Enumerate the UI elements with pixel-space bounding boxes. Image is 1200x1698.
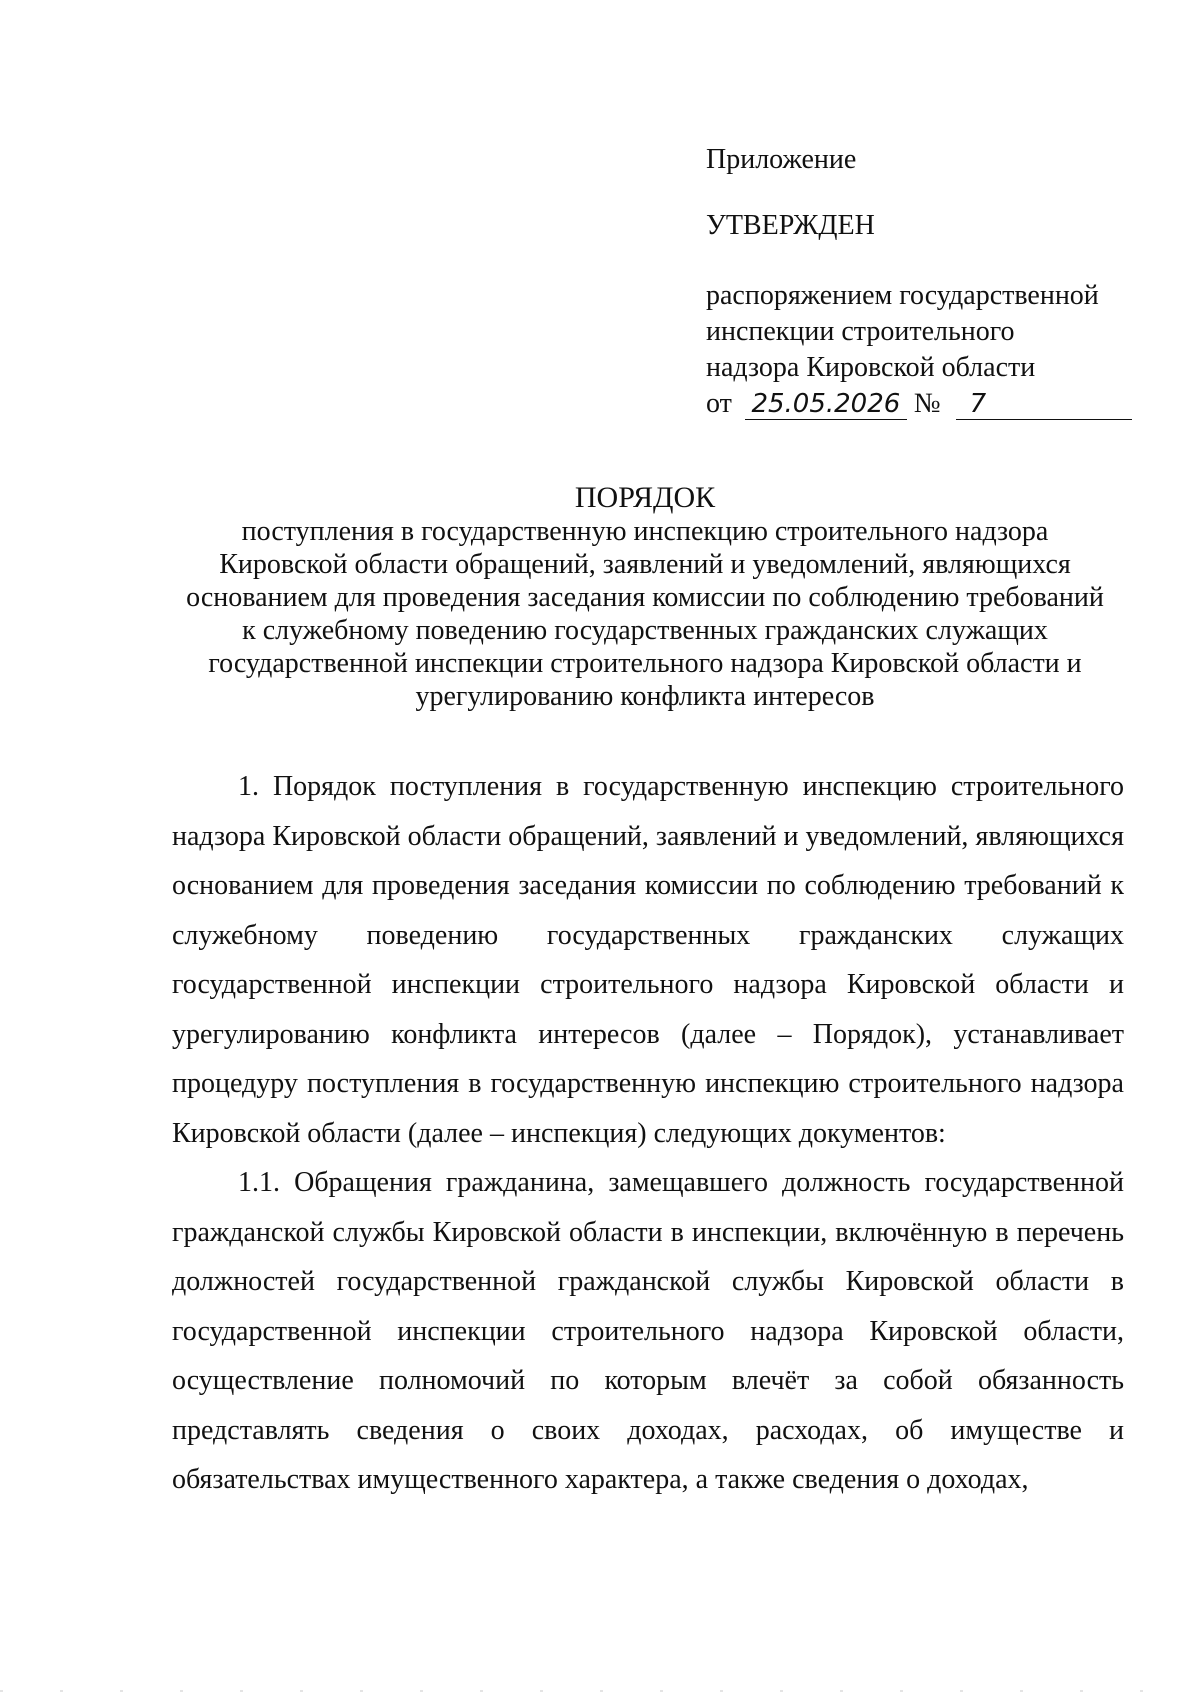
- order-line: инспекции строительного: [706, 316, 1015, 347]
- handwritten-date: 25.05.2026: [745, 389, 907, 420]
- document-title: [150, 481, 1140, 713]
- title-heading: ПОРЯДОК: [574, 481, 716, 514]
- order-reference: [706, 278, 1126, 422]
- order-line: надзора Кировской области: [706, 352, 1036, 383]
- title-line: основанием для проведения заседания комиссии по соблюдению требований: [186, 582, 1104, 613]
- number-prefix: №: [913, 388, 941, 419]
- title-line: поступления в государственную инспекцию строительного надзора: [241, 516, 1049, 547]
- order-line: распоряжением государственной: [706, 280, 1099, 311]
- document-body: [172, 762, 1124, 1505]
- title-line: государственной инспекции строительного надзора Кировской области и: [208, 648, 1082, 679]
- approved-label: УТВЕРЖДЕН: [706, 210, 875, 241]
- date-prefix: от: [706, 388, 732, 419]
- date-number-line: [706, 386, 1126, 422]
- body-paragraph: 1.1. Обращения гражданина, замещавшего должность государственной гражданской службы Кировской области в инспекции, включённую в перечень должностей государственной гражданской службы Кировской области в государственной инспекции строительного надзора Кировской области, осуществление полномочий по которым влечёт за собой обязанность представлять сведения о своих доходах, расходах, об имуществе и обязательствах имущественного характера, а также сведения о доходах,: [172, 1167, 1124, 1495]
- approval-block: [706, 142, 1126, 422]
- title-line: урегулированию конфликта интересов: [415, 681, 875, 712]
- appendix-label: Приложение: [706, 144, 857, 175]
- title-line: Кировской области обращений, заявлений и уведомлений, являющихся: [219, 549, 1071, 580]
- title-line: к служебному поведению государственных гражданских служащих: [242, 615, 1048, 646]
- scan-edge-artifact: [0, 1690, 1200, 1692]
- body-paragraph: 1. Порядок поступления в государственную инспекцию строительного надзора Кировской области обращений, заявлений и уведомлений, являющихся основанием для проведения заседания комиссии по соблюдению требований к служебному поведению государственных гражданских служащих государственной инспекции строительного надзора Кировской области и урегулированию конфликта интересов (далее – Порядок), устанавливает процедуру поступления в государственную инспекцию строительного надзора Кировской области (далее – инспекция) следующих документов:: [172, 771, 1124, 1149]
- handwritten-number: 7: [956, 389, 1132, 420]
